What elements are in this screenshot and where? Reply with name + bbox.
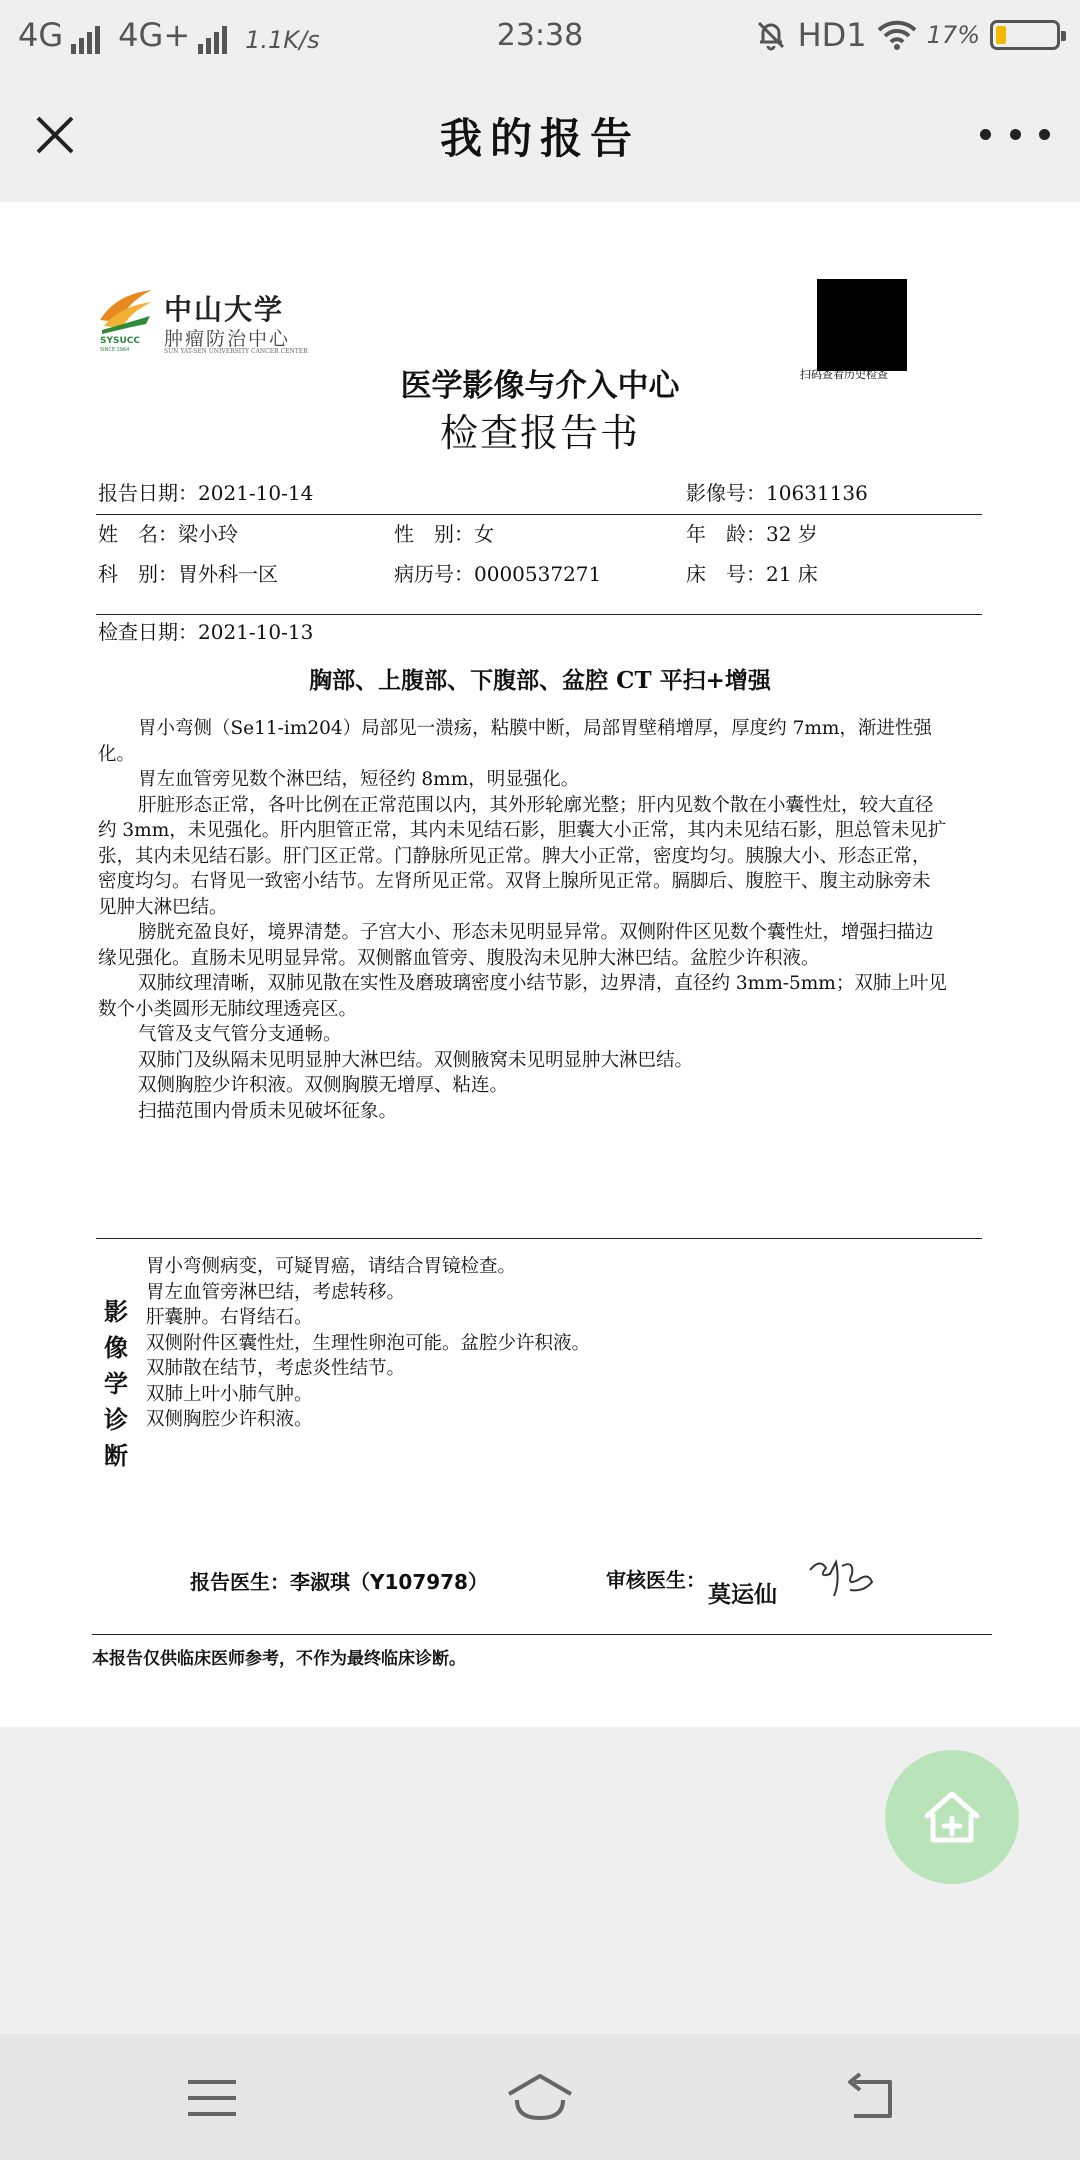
image-number: 影像号：10631136 <box>686 481 868 505</box>
divider <box>92 1634 992 1635</box>
status-bar <box>0 0 1080 72</box>
diagnosis-label <box>100 1294 132 1474</box>
finding-paragraph: 双肺门及纵隔未见明显肿大淋巴结。双侧腋窝未见明显肿大淋巴结。 <box>138 1049 694 1071</box>
diagnosis-label-char: 像 <box>104 1334 128 1362</box>
logo-sysucc: SYSUCC <box>100 336 140 346</box>
more-options-icon[interactable] <box>980 114 1050 154</box>
bed-number: 床 号：21 床 <box>686 562 818 586</box>
diagnosis-item: 胃小弯侧病变，可疑胃癌，请结合胃镜检查。 <box>146 1256 517 1277</box>
record-number: 病历号：0000537271 <box>394 562 602 586</box>
diagnosis-label-char: 诊 <box>104 1406 128 1434</box>
hd-indicator: HD1 <box>797 16 867 54</box>
diagnosis-item: 双肺上叶小肺气肿。 <box>146 1383 313 1405</box>
signature-image <box>806 1552 878 1604</box>
diagnosis-item: 胃左血管旁淋巴结，考虑转移。 <box>146 1281 406 1303</box>
clock: 23:38 <box>496 18 584 53</box>
qr-code-label: 扫码查看历史检查 <box>800 368 888 381</box>
diagnosis-item: 肝囊肿。右肾结石。 <box>146 1307 313 1328</box>
home-plus-icon <box>917 1782 987 1852</box>
exam-date: 检查日期：2021-10-13 <box>98 620 314 644</box>
diagnosis-label-char: 影 <box>104 1298 128 1326</box>
report-date: 报告日期：2021-10-14 <box>98 481 314 505</box>
findings-section <box>98 716 948 1124</box>
home-button[interactable] <box>885 1750 1019 1884</box>
mute-bell-icon <box>754 18 788 52</box>
divider <box>96 1238 982 1239</box>
report-document <box>0 202 1080 1727</box>
page-title: 我的报告 <box>439 114 640 163</box>
logo-center-name: 肿瘤防治中心 <box>164 328 291 350</box>
network-type-2: 4G+ <box>118 16 191 54</box>
finding-paragraph: 双肺纹理清晰，双肺见散在实性及磨玻璃密度小结节影，边界清，直径约 3mm-5mm；双肺上叶见数个小类圆形无肺纹理透亮区。 <box>98 973 947 1020</box>
diagnosis-item: 双侧附件区囊性灶，生理性卵泡可能。盆腔少许积液。 <box>146 1332 591 1354</box>
finding-paragraph: 扫描范围内骨质未见破坏征象。 <box>138 1100 398 1122</box>
hospital-logo <box>96 286 308 356</box>
patient-gender: 性 别：女 <box>394 522 494 546</box>
diagnosis-label-char: 学 <box>104 1370 128 1398</box>
battery-icon <box>990 20 1060 50</box>
diagnosis-item: 双肺散在结节，考虑炎性结节。 <box>146 1358 406 1379</box>
wifi-icon <box>877 19 917 51</box>
finding-paragraph: 双侧胸腔少许积液。双侧胸膜无增厚、粘连。 <box>138 1075 509 1096</box>
divider <box>96 514 982 515</box>
qr-code[interactable] <box>817 279 907 371</box>
patient-age: 年 龄：32 岁 <box>686 522 818 546</box>
document-title: 检查报告书 <box>439 411 640 455</box>
back-icon[interactable] <box>840 2070 896 2126</box>
system-nav-bar <box>0 2034 1080 2160</box>
diagnosis-item: 双侧胸腔少许积液。 <box>146 1409 313 1430</box>
logo-english-name: SUN YAT-SEN UNIVERSITY CANCER CENTER <box>164 348 308 355</box>
disclaimer: 本报告仅供临床医师参考，不作为最终临床诊断。 <box>92 1649 466 1669</box>
department-title: 医学影像与介入中心 <box>400 368 680 404</box>
finding-paragraph: 膀胱充盈良好，境界清楚。子宫大小、形态未见明显异常。双侧附件区见数个囊性灶，增强扫描边缘见强化。直肠未见明显异常。双侧髂血管旁、腹股沟未见肿大淋巴结。盆腔少许积液。 <box>98 922 934 969</box>
diagnosis-label-char: 断 <box>104 1442 128 1470</box>
review-doctor-label: 审核医生： <box>606 1568 706 1592</box>
logo-university-name: 中山大学 <box>164 293 285 326</box>
exam-title: 胸部、上腹部、下腹部、盆腔 CT 平扫+增强 <box>309 667 771 694</box>
finding-paragraph: 胃小弯侧（Se11-im204）局部见一溃疡，粘膜中断，局部胃壁稍增厚，厚度约 7mm，渐进性强化。 <box>98 718 932 765</box>
network-speed: 1.1K/s <box>245 26 320 54</box>
review-doctor-name: 莫运仙 <box>708 1582 777 1608</box>
finding-paragraph: 肝脏形态正常，各叶比例在正常范围以内，其外形轮廓光整；肝内见数个散在小囊性灶，较大直径约 3mm，未见强化。肝内胆管正常，其内未见结石影，胆囊大小正常，其内未见结石影，胆总管未见扩张，其内未见结石影。肝门区正常。门静脉所见正常。脾大小正常，密度均匀。胰腺大小、形态正常，密度均匀。右肾见一致密小结节。左肾所见正常。双肾上腺所见正常。膈脚后、腹腔干、腹主动脉旁未见肿大淋巴结。 <box>98 794 947 918</box>
logo-since: SINCE 1964 <box>100 347 130 353</box>
battery-percent: 17% <box>926 21 980 49</box>
menu-icon[interactable] <box>184 2070 240 2126</box>
patient-section: 科 别：胃外科一区 <box>98 562 278 586</box>
finding-paragraph: 胃左血管旁见数个淋巴结，短径约 8mm，明显强化。 <box>138 769 580 790</box>
diagnosis-list <box>146 1254 590 1433</box>
app-bar <box>0 72 1080 202</box>
finding-paragraph: 气管及支气管分支通畅。 <box>138 1024 342 1045</box>
system-indicators <box>754 16 1060 54</box>
network-type-1: 4G <box>18 16 64 54</box>
home-icon[interactable] <box>505 2070 575 2126</box>
report-doctor: 报告医生：李淑琪（Y107978） <box>190 1570 488 1594</box>
divider <box>96 614 982 615</box>
patient-name: 姓 名：梁小玲 <box>98 522 238 546</box>
